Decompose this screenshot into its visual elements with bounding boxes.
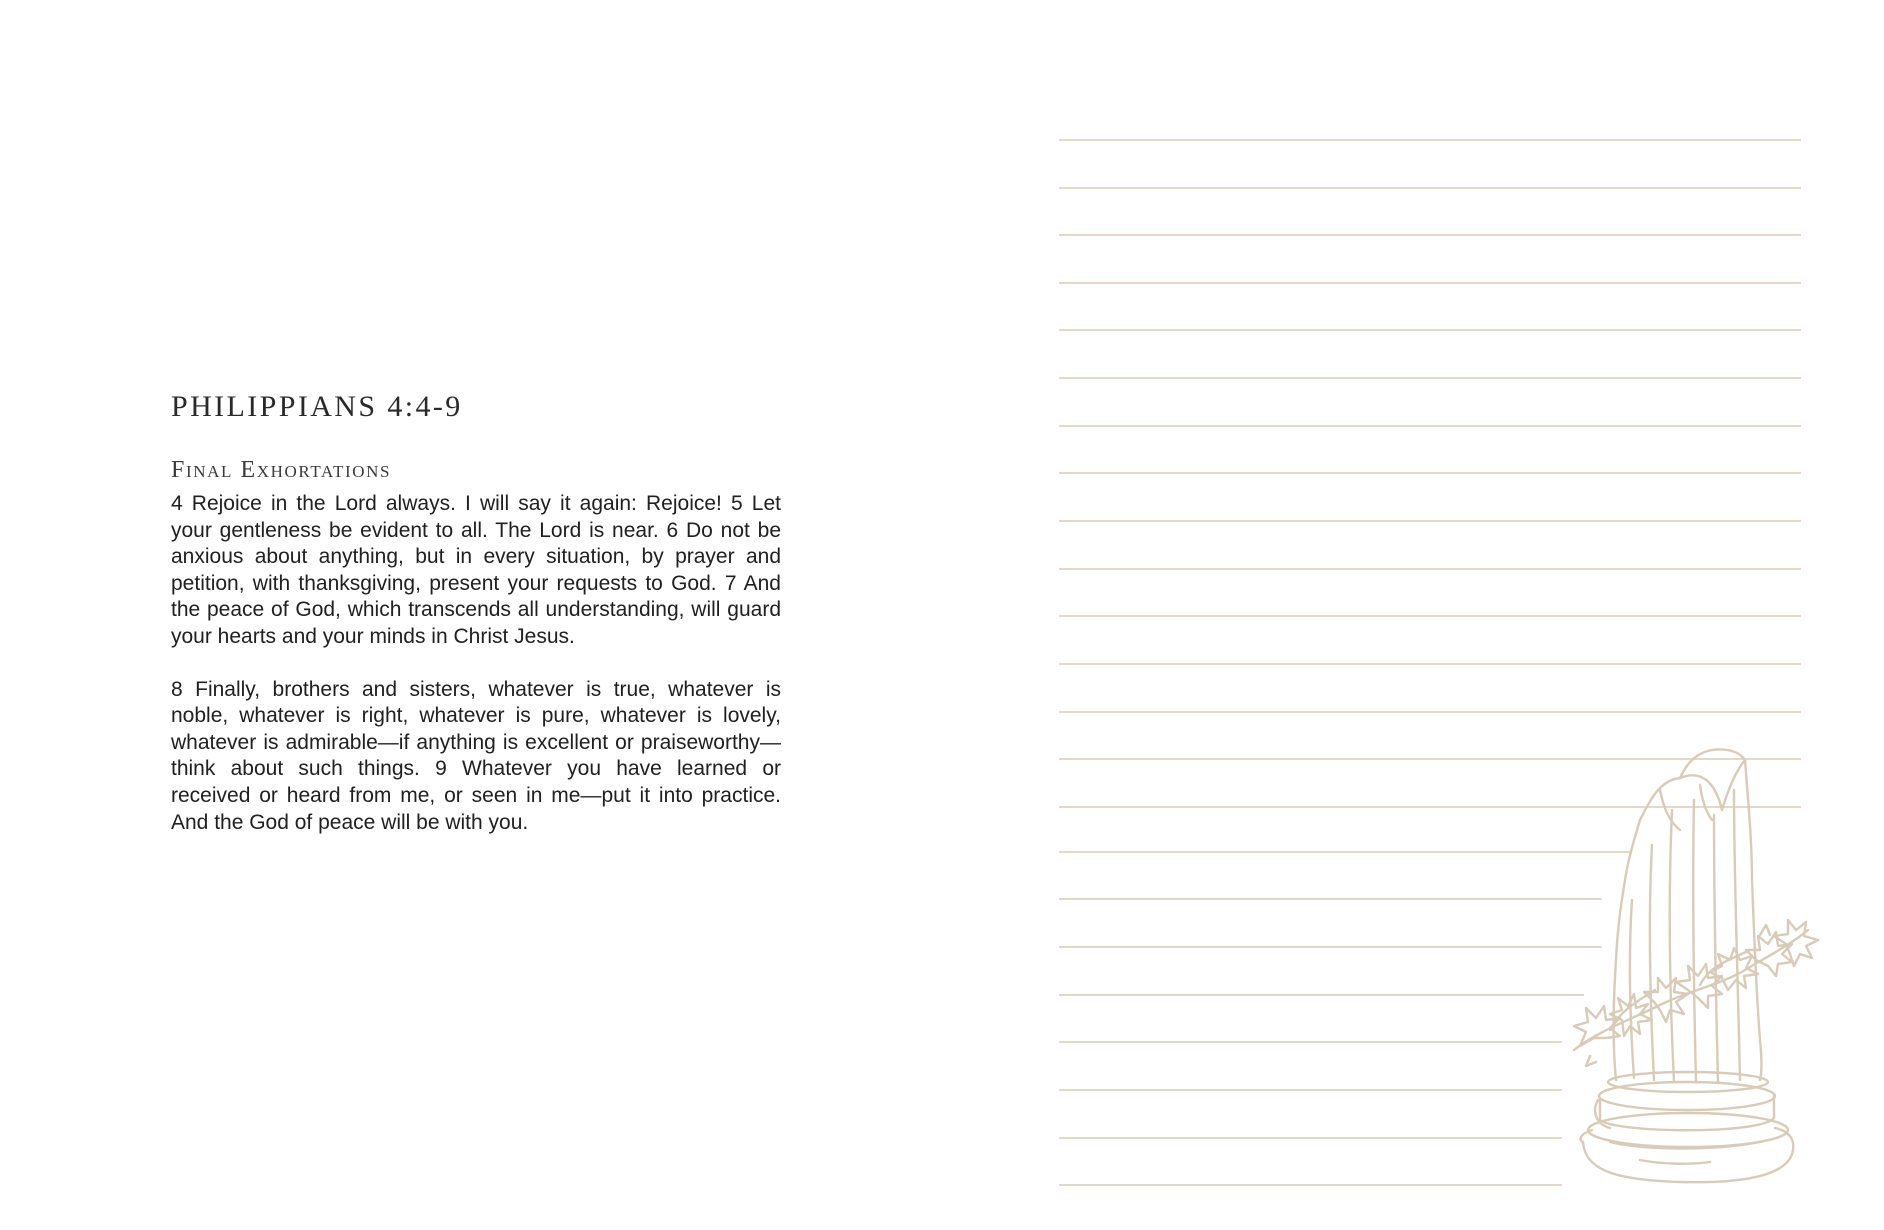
scripture-paragraph-2: 8 Finally, brothers and sisters, whatever is true, whatever is noble, whatever is right, whatever is pure, whatever is lovely, whatever is admirable—if anything is excellent or praiseworthy—think about such things. 9 Whatever you have learned or received or heard from me, or seen in me—put it into practice. And the God of peace will be with you. [171, 677, 781, 834]
section-subtitle: Final Exhortations [171, 457, 392, 483]
scripture-page [171, 387, 781, 836]
page-title: PHILIPPIANS 4:4-9 [171, 390, 463, 423]
scripture-paragraph-1: 4 Rejoice in the Lord always. I will say it again: Rejoice! 5 Let your gentleness be evident to all. The Lord is near. 6 Do not be anxious about anything, but in every situation, by prayer and petition, with thanksgiving, present your requests to God. 7 And the peace of God, which transcends all understanding, will guard your hearts and your minds in Christ Jesus. [171, 492, 781, 648]
